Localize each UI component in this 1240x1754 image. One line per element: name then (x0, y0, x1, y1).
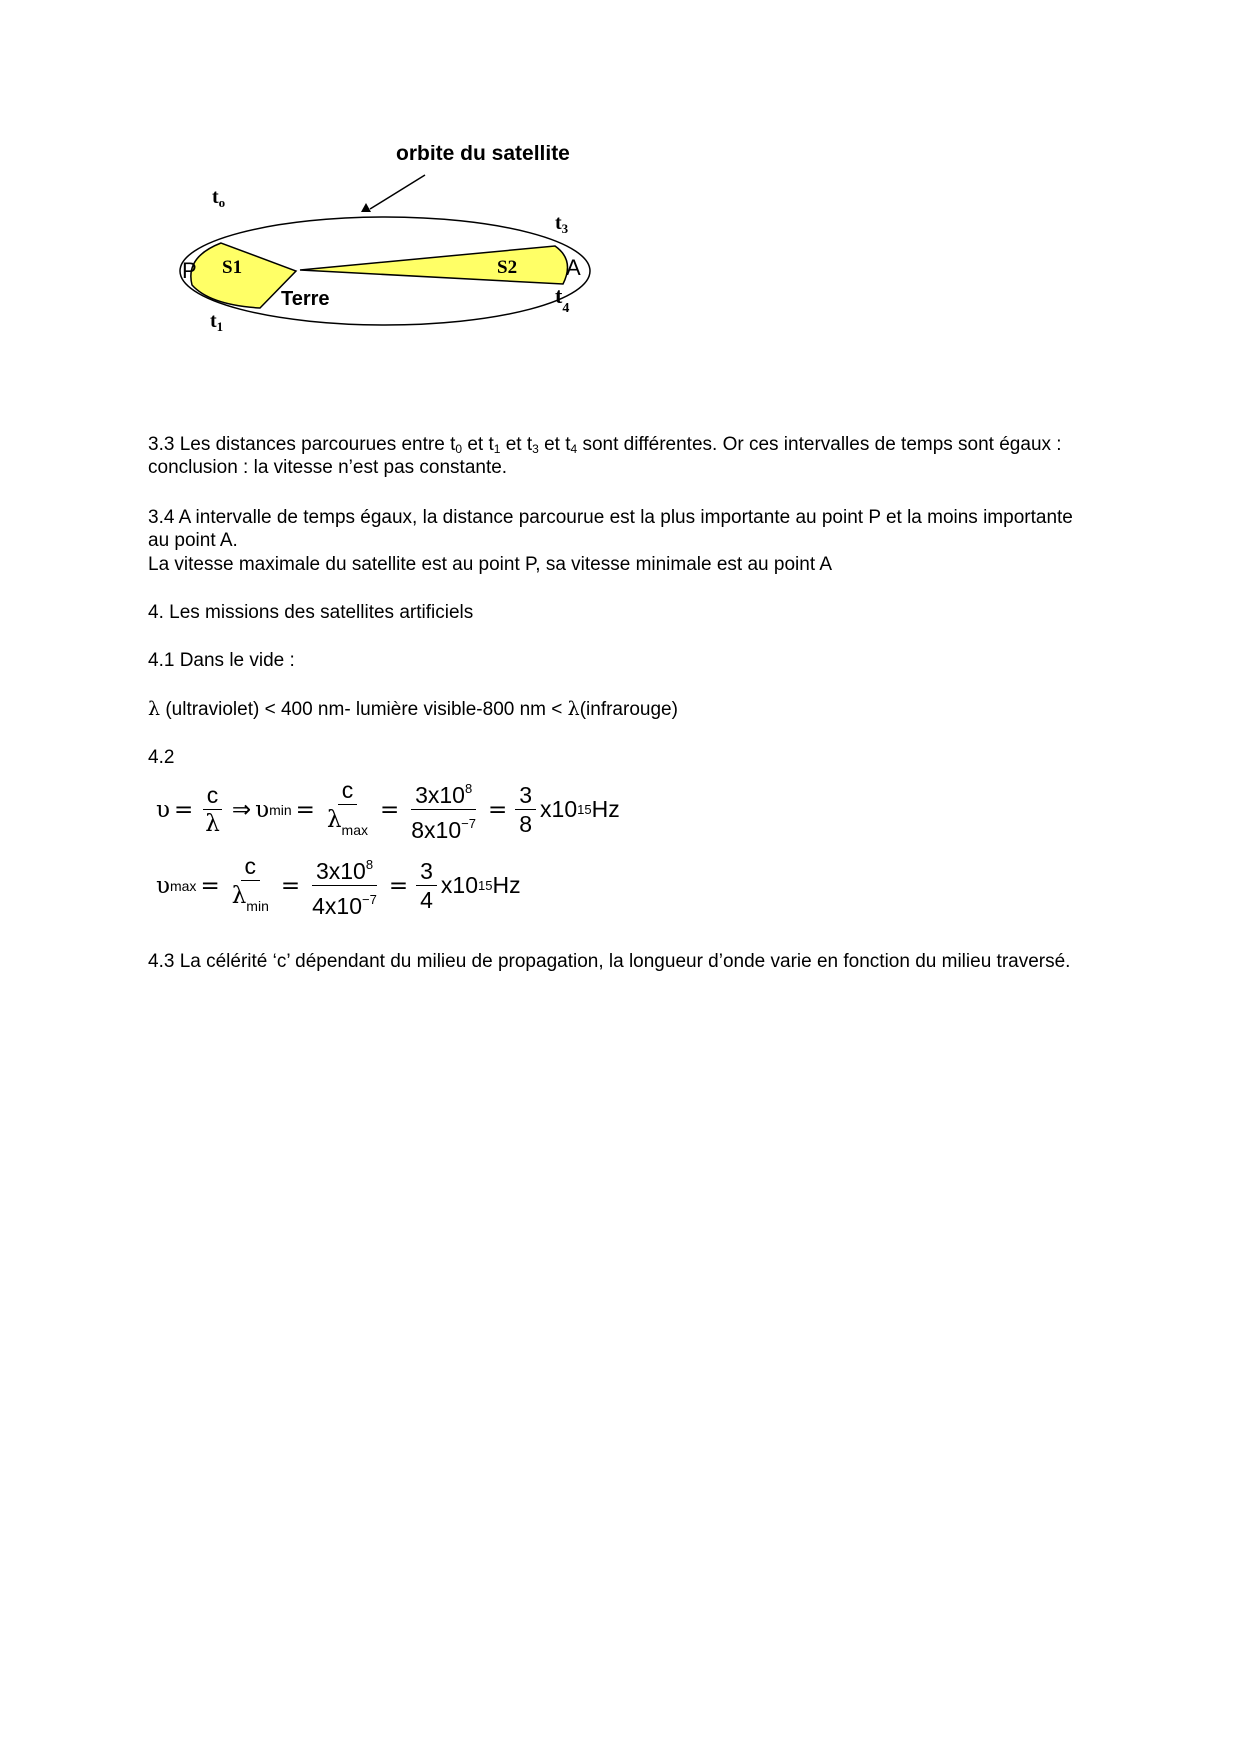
label-earth: Terre (281, 288, 330, 310)
paragraph-3-3: 3.3 Les distances parcourues entre $t_0$ et $t_1$ et $t_3$ et $t_4$ sont différentes. Or ces intervalles de temps sont égaux : conclusion : la vitesse n’est pas constante. (148, 434, 1062, 478)
label-t1: $t_1$ (210, 310, 224, 334)
paragraph-3-4: 3.4 A intervalle de temps égaux, la distance parcourue est la plus importante au point P et la moins importante au point A. (148, 507, 1073, 551)
label-p: P (182, 258, 197, 283)
diagram-title: orbite du satellite (396, 145, 570, 165)
orbit-diagram (170, 145, 690, 385)
label-s1: S1 (222, 257, 243, 278)
paragraph-4-1: 4.1 Dans le vide : (148, 650, 295, 671)
label-t3: $t_3$ (555, 212, 569, 236)
label-t0: $t_o$ (212, 186, 226, 210)
satellite-marker (361, 203, 371, 212)
label-s2: S2 (497, 257, 518, 278)
paragraph-3-4-conclusion: La vitesse maximale du satellite est au point P, sa vitesse minimale est au point A (148, 554, 833, 575)
formula-nu-min: υ = $\frac{c}{\lambda}$ ⇒ υ min = $\frac{c}{\lambda_{max}}$ = $\frac{3x10^8}{8x10^{-7}}$ = $\frac{3}{8}$ x10 15 Hz (156, 776, 620, 843)
orbit-arrow (370, 175, 425, 209)
area-s2 (300, 246, 568, 284)
paragraph-4-2: 4.2 (148, 747, 175, 768)
paragraph-lambda-range: λ (ultraviolet) < 400 nm- lumière visible-800 nm < λ(infrarouge) (148, 698, 678, 720)
paragraph-4-3: 4.3 La célérité ‘c’ dépendant du milieu de propagation, la longueur d’onde varie en fonction du milieu traversé. (148, 951, 1071, 972)
formula-nu-max: υ max = $\frac{c}{\lambda_{min}}$ = $\frac{3x10^8}{4x10^{-7}}$ = $\frac{3}{4}$ x10 15 Hz (156, 852, 521, 919)
section-4-title: 4. Les missions des satellites artificiels (148, 602, 474, 623)
label-a: A (566, 255, 581, 280)
label-t4: $t_4$ (555, 283, 570, 316)
